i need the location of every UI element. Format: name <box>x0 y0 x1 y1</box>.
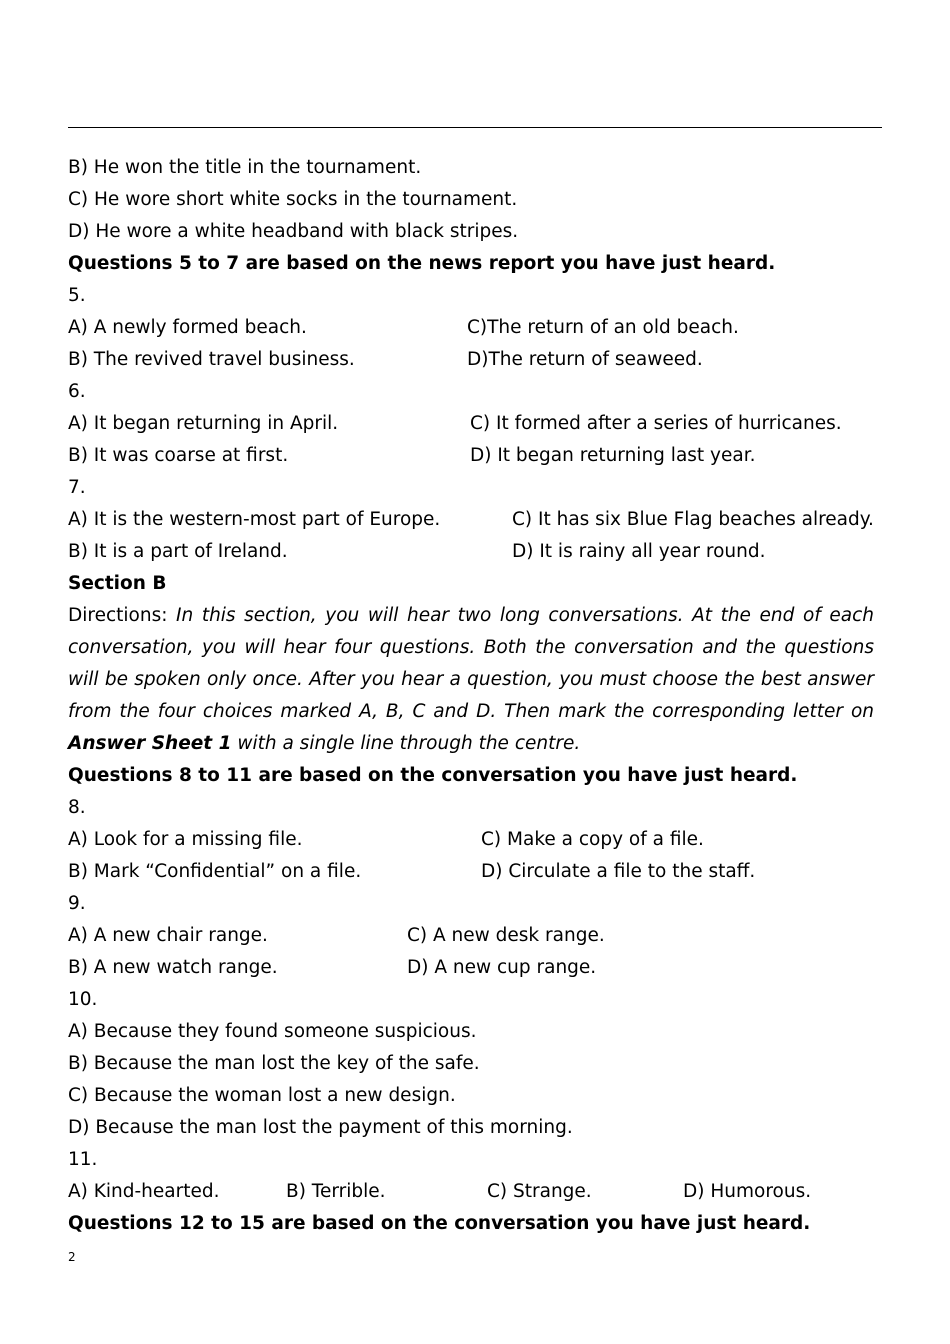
q10-option-d: D) Because the man lost the payment of this morning. <box>68 1117 573 1138</box>
directions-label: Directions: <box>68 605 177 626</box>
q10-option-b: B) Because the man lost the key of the safe. <box>68 1053 480 1074</box>
q11-option-c: C) Strange. <box>487 1181 592 1202</box>
directions-text-1: In this section, you will hear two long conversations. At the end of each conversation, you will hear four questions. Both the conversation and the questions will be spoken only once. After you hear a question, you must choose the best answer from the four choices marked A, B, C and D. Then mark the corresponding letter on <box>68 605 874 722</box>
page-number: 2 <box>68 1250 76 1264</box>
q8-row-1 <box>68 824 874 856</box>
q8-row-2 <box>68 856 874 888</box>
answer-sheet-label: Answer Sheet 1 <box>68 733 232 754</box>
q4-option-d: D) He wore a white headband with black stripes. <box>68 221 519 242</box>
q7-option-c: C) It has six Blue Flag beaches already. <box>512 509 874 530</box>
q11-option-a: A) Kind-hearted. <box>68 1181 220 1202</box>
q11-row <box>68 1176 874 1208</box>
section-b-directions <box>68 600 874 760</box>
header-rule <box>68 127 882 128</box>
q5-option-b: B) The revived travel business. <box>68 349 355 370</box>
q4-option-b: B) He won the title in the tournament. <box>68 157 422 178</box>
q10-option-c: C) Because the woman lost a new design. <box>68 1085 456 1106</box>
q11-option-d: D) Humorous. <box>683 1181 812 1202</box>
q6-row-2 <box>68 440 874 472</box>
heading-questions-8-11: Questions 8 to 11 are based on the conversation you have just heard. <box>68 765 798 786</box>
q10-option-a: A) Because they found someone suspicious. <box>68 1021 477 1042</box>
q8-option-d: D) Circulate a file to the staff. <box>481 861 756 882</box>
q5-row-2 <box>68 344 874 376</box>
q5-option-d: D)The return of seaweed. <box>467 349 703 370</box>
q5-option-c: C)The return of an old beach. <box>467 317 739 338</box>
q5-number: 5. <box>68 285 86 306</box>
q8-option-a: A) Look for a missing file. <box>68 829 303 850</box>
q6-option-b: B) It was coarse at first. <box>68 445 289 466</box>
q7-number: 7. <box>68 477 86 498</box>
q11-option-b: B) Terrible. <box>286 1181 386 1202</box>
section-b-title: Section B <box>68 573 167 594</box>
q6-option-c: C) It formed after a series of hurricanes. <box>470 413 842 434</box>
q6-number: 6. <box>68 381 86 402</box>
q7-option-d: D) It is rainy all year round. <box>512 541 766 562</box>
q8-number: 8. <box>68 797 86 818</box>
q9-option-b: B) A new watch range. <box>68 957 278 978</box>
q5-option-a: A) A newly formed beach. <box>68 317 307 338</box>
q11-number: 11. <box>68 1149 98 1170</box>
q6-option-d: D) It began returning last year. <box>470 445 756 466</box>
q8-option-c: C) Make a copy of a file. <box>481 829 704 850</box>
q6-option-a: A) It began returning in April. <box>68 413 339 434</box>
q7-row-1 <box>68 504 874 536</box>
page-content <box>68 152 874 1240</box>
q9-row-2 <box>68 952 874 984</box>
q10-number: 10. <box>68 989 98 1010</box>
q7-row-2 <box>68 536 874 568</box>
directions-text-2: with a single line through the centre. <box>231 733 581 754</box>
q9-option-d: D) A new cup range. <box>407 957 597 978</box>
q9-number: 9. <box>68 893 86 914</box>
heading-questions-5-7: Questions 5 to 7 are based on the news report you have just heard. <box>68 253 776 274</box>
q8-option-b: B) Mark “Confidential” on a file. <box>68 861 362 882</box>
q9-option-c: C) A new desk range. <box>407 925 605 946</box>
q9-row-1 <box>68 920 874 952</box>
q5-row-1 <box>68 312 874 344</box>
q9-option-a: A) A new chair range. <box>68 925 268 946</box>
q6-row-1 <box>68 408 874 440</box>
q4-option-c: C) He wore short white socks in the tournament. <box>68 189 518 210</box>
q7-option-b: B) It is a part of Ireland. <box>68 541 288 562</box>
heading-questions-12-15: Questions 12 to 15 are based on the conversation you have just heard. <box>68 1213 811 1234</box>
q7-option-a: A) It is the western-most part of Europe. <box>68 509 441 530</box>
